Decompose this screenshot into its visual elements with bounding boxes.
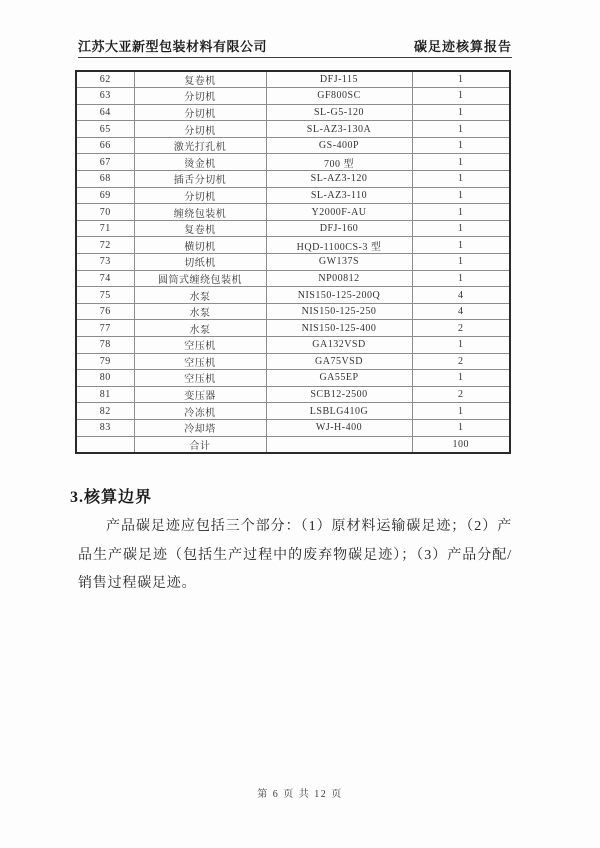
table-cell: 1 [412,137,510,154]
table-row [76,121,510,138]
table-cell: 74 [76,270,134,287]
table-cell: DFJ-160 [266,220,412,237]
table-cell: 67 [76,154,134,171]
table-cell: 缠绕包装机 [134,204,266,221]
table-cell: GA132VSD [266,337,412,354]
table-cell: 1 [412,220,510,237]
table-cell: 分切机 [134,88,266,105]
table-row [76,320,510,337]
table-row [76,419,510,436]
table-cell: NIS150-125-200Q [266,287,412,304]
table-row [76,353,510,370]
table-cell: 圆筒式缠绕包装机 [134,270,266,287]
table-cell: 65 [76,121,134,138]
page-header [78,36,512,55]
table-cell: 1 [412,154,510,171]
table-cell: 77 [76,320,134,337]
table-cell: SL-AZ3-130A [266,121,412,138]
table-cell: 76 [76,303,134,320]
table-cell: 激光打孔机 [134,137,266,154]
table-cell: 66 [76,137,134,154]
table-cell: 4 [412,287,510,304]
table-cell: 水泵 [134,287,266,304]
table-cell: 1 [412,187,510,204]
equipment-table [75,70,511,454]
table-total-row [76,436,510,453]
table-cell: 空压机 [134,370,266,387]
table-cell: LSBLG410G [266,403,412,420]
table-cell: SL-AZ3-120 [266,171,412,188]
table-cell: 空压机 [134,353,266,370]
table-cell: 71 [76,220,134,237]
table-cell: 冷却塔 [134,419,266,436]
table-cell: 1 [412,254,510,271]
table-cell: 1 [412,88,510,105]
table-cell: 100 [412,436,510,453]
table-cell: 复卷机 [134,71,266,88]
table-cell: 62 [76,71,134,88]
table-cell: 700 型 [266,154,412,171]
table-cell: 72 [76,237,134,254]
table-cell: 1 [412,370,510,387]
table-cell: 82 [76,403,134,420]
table-cell: 78 [76,337,134,354]
table-cell: 79 [76,353,134,370]
table-row [76,137,510,154]
table-cell: WJ-H-400 [266,419,412,436]
table-cell: 1 [412,104,510,121]
table-cell: 1 [412,419,510,436]
table-cell: 烫金机 [134,154,266,171]
table-cell: 69 [76,187,134,204]
table-cell [266,436,412,453]
table-cell: 分切机 [134,104,266,121]
table-cell: 1 [412,237,510,254]
table-cell: NIS150-125-400 [266,320,412,337]
table-cell: 73 [76,254,134,271]
table-cell: 2 [412,386,510,403]
page-number-footer: 第 6 页 共 12 页 [257,789,343,800]
table-cell: NIS150-125-250 [266,303,412,320]
table-cell: 1 [412,171,510,188]
table-cell: 63 [76,88,134,105]
table-cell: 2 [412,353,510,370]
table-cell: GW137S [266,254,412,271]
table-cell: Y2000F-AU [266,204,412,221]
table-cell: NP00812 [266,270,412,287]
table-cell: 4 [412,303,510,320]
table-row [76,104,510,121]
section-heading: 3.核算边界 [70,489,153,506]
table-cell: GS-400P [266,137,412,154]
table-row [76,403,510,420]
table-cell: 2 [412,320,510,337]
table-cell: 1 [412,121,510,138]
table-cell: 81 [76,386,134,403]
table-cell: HQD-1100CS-3 型 [266,237,412,254]
table-cell: 复卷机 [134,220,266,237]
table-cell: 水泵 [134,303,266,320]
header-report-title: 碳足迹核算报告 [413,39,512,54]
table-row [76,303,510,320]
header-company-name: 江苏大亚新型包装材料有限公司 [78,39,268,54]
table-cell: 64 [76,104,134,121]
table-cell: 变压器 [134,386,266,403]
table-row [76,337,510,354]
table-row [76,88,510,105]
table-row [76,237,510,254]
table-cell: 70 [76,204,134,221]
table-row [76,204,510,221]
table-cell: 1 [412,270,510,287]
table-cell: 75 [76,287,134,304]
table-cell: 1 [412,71,510,88]
table-cell: 分切机 [134,187,266,204]
table-cell: 合计 [134,436,266,453]
table-cell: 80 [76,370,134,387]
table-cell: 空压机 [134,337,266,354]
table-cell: SL-AZ3-110 [266,187,412,204]
table-cell: 分切机 [134,121,266,138]
table-cell: 切纸机 [134,254,266,271]
table-row [76,71,510,88]
table-cell: 1 [412,204,510,221]
table-row [76,187,510,204]
table-cell: 水泵 [134,320,266,337]
table-cell: 1 [412,337,510,354]
table-cell: 1 [412,403,510,420]
table-cell: SL-G5-120 [266,104,412,121]
table-row [76,154,510,171]
table-cell [76,436,134,453]
table-row [76,270,510,287]
table-row [76,370,510,387]
table-row [76,254,510,271]
table-cell: GA75VSD [266,353,412,370]
header-divider-rule [78,57,512,58]
table-row [76,220,510,237]
section-paragraph: 产品碳足迹应包括三个部分：（1）原材料运输碳足迹；（2）产品生产碳足迹（包括生产过程中的废弃物碳足迹）；（3）产品分配/销售过程碳足迹。 [78,519,512,591]
table-cell: 83 [76,419,134,436]
table-cell: 插舌分切机 [134,171,266,188]
equipment-table-body [76,71,510,453]
table-row [76,386,510,403]
table-row [76,171,510,188]
table-cell: 横切机 [134,237,266,254]
table-cell: GA55EP [266,370,412,387]
table-cell: DFJ-115 [266,71,412,88]
table-cell: 冷冻机 [134,403,266,420]
table-row [76,287,510,304]
table-cell: SCB12-2500 [266,386,412,403]
table-cell: GF800SC [266,88,412,105]
table-cell: 68 [76,171,134,188]
